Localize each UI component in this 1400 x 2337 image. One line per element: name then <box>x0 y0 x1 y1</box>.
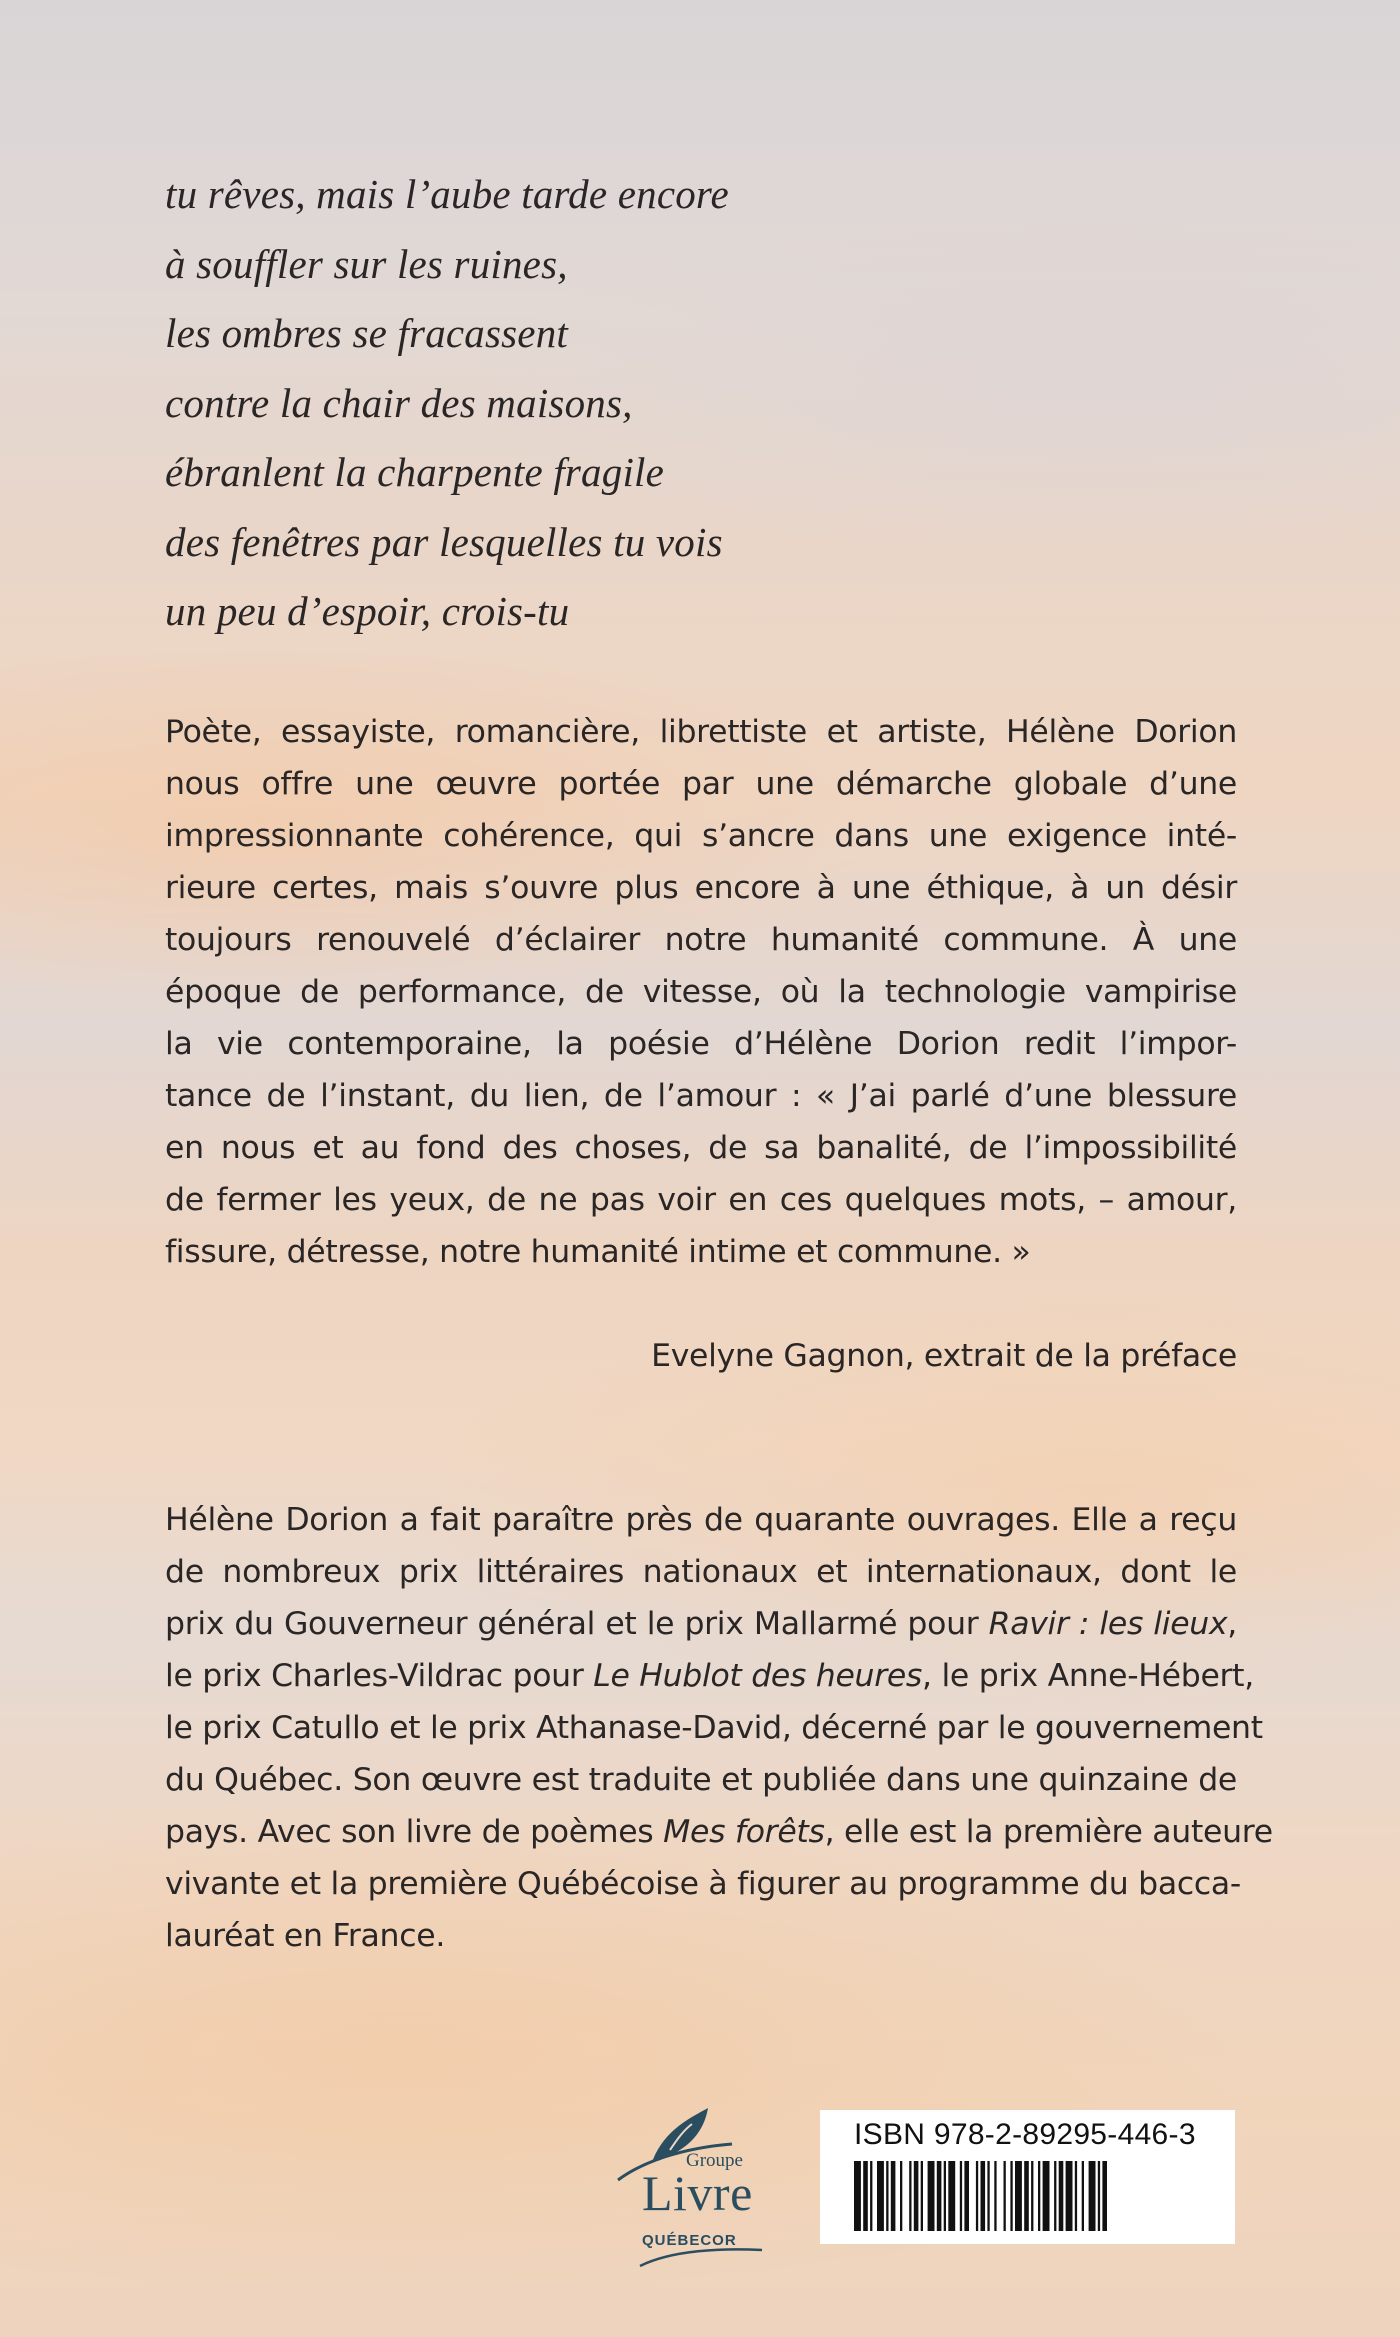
barcode-bar <box>1089 2161 1096 2231</box>
barcode-bar <box>877 2161 884 2231</box>
barcode-bar <box>937 2161 942 2231</box>
bio-line: de nombreux prix littéraires nationaux et internationaux, dont le <box>165 1554 1237 1590</box>
logo-quebecor-text: QUÉBECOR <box>642 2232 737 2249</box>
barcode-bar <box>891 2161 896 2231</box>
barcode-icon <box>854 2161 1204 2231</box>
book-title: Mes forêts <box>663 1814 825 1850</box>
bio-line <box>165 1806 1273 1858</box>
poem-line: ébranlent la charpente fragile <box>165 449 665 495</box>
bio-text: , le prix Anne-Hébert, <box>922 1658 1254 1694</box>
preface-line: impressionnante cohérence, qui s’ancre dans une exigence inté- <box>165 818 1237 854</box>
barcode-bar <box>914 2161 919 2231</box>
barcode-bar <box>870 2161 872 2231</box>
bio-line: le prix Catullo et le prix Athanase-David, décerné par le gouvernement <box>165 1710 1263 1746</box>
logo-livre-text: Livre <box>642 2165 753 2221</box>
poem-line: tu rêves, mais l’aube tarde encore <box>165 171 729 217</box>
poem-line: à souffler sur les ruines, <box>165 240 568 287</box>
barcode-bar <box>964 2161 969 2231</box>
preface-line: tance de l’instant, du lien, de l’amour : « J’ai parlé d’une blessure <box>165 1078 1237 1114</box>
bio-line: du Québec. Son œuvre est traduite et publiée dans une quinzaine de <box>165 1762 1237 1798</box>
barcode-bar <box>886 2161 888 2231</box>
barcode-bar <box>900 2161 902 2231</box>
barcode-bar <box>1004 2161 1006 2231</box>
bio-text: le prix Charles-Vildrac pour <box>165 1658 594 1694</box>
barcode-bar <box>1038 2161 1040 2231</box>
publisher-logo <box>612 2100 782 2275</box>
bio-line: vivante et la première Québécoise à figurer au programme du bacca- <box>165 1866 1241 1902</box>
barcode-bar <box>948 2161 955 2231</box>
bio-line <box>165 1650 1254 1702</box>
poem-line: les ombres se fracassent <box>165 310 568 356</box>
poem-line: contre la chair des maisons, <box>165 379 633 426</box>
barcode-bar <box>1082 2161 1084 2231</box>
preface-attribution: Evelyne Gagnon, extrait de la préface <box>651 1338 1237 1374</box>
barcode-bar <box>1098 2161 1100 2231</box>
logo-groupe-text: Groupe <box>686 2150 743 2171</box>
bio-line: lauréat en France. <box>165 1918 446 1954</box>
barcode-bar <box>854 2161 861 2231</box>
barcode-bar <box>921 2161 923 2231</box>
barcode-bar <box>1102 2161 1107 2231</box>
barcode-bar <box>1043 2161 1050 2231</box>
preface-line: fissure, détresse, notre humanité intime et commune. » <box>165 1234 1031 1270</box>
barcode-bar <box>1054 2161 1056 2231</box>
isbn-barcode-box <box>820 2110 1235 2244</box>
isbn-number: ISBN 978-2-89295-446-3 <box>854 2118 1196 2151</box>
bio-text: pays. Avec son livre de poèmes <box>165 1814 664 1850</box>
preface-excerpt <box>165 706 1237 1278</box>
barcode-bar <box>863 2161 868 2231</box>
bio-line: Hélène Dorion a fait paraître près de quarante ouvrages. Elle a reçu <box>165 1502 1237 1538</box>
preface-line: en nous et au fond des choses, de sa banalité, de l’impossibilité <box>165 1130 1237 1166</box>
barcode-bar <box>944 2161 946 2231</box>
preface-line: Poète, essayiste, romancière, librettiste et artiste, Hélène Dorion <box>165 714 1237 750</box>
barcode-bar <box>960 2161 962 2231</box>
preface-line: rieure certes, mais s’ouvre plus encore à une éthique, à un désir <box>165 870 1237 906</box>
barcode-bar <box>1010 2161 1012 2231</box>
barcode-bar <box>976 2161 978 2231</box>
barcode-bar <box>909 2161 911 2231</box>
bio-line <box>165 1598 1237 1650</box>
bio-text: , <box>1227 1606 1238 1642</box>
barcode-bar <box>994 2161 996 2231</box>
book-title: Le Hublot des heures <box>593 1658 923 1694</box>
barcode-bar <box>1031 2161 1033 2231</box>
poem-line: un peu d’espoir, crois-tu <box>165 588 570 634</box>
preface-line: la vie contemporaine, la poésie d’Hélène Dorion redit l’impor- <box>165 1026 1237 1062</box>
poem-line: des fenêtres par lesquelles tu vois <box>165 518 723 565</box>
barcode-bar <box>1015 2161 1022 2231</box>
barcode-bar <box>1066 2161 1073 2231</box>
book-title: Ravir : les lieux <box>988 1606 1228 1642</box>
barcode-bar <box>987 2161 989 2231</box>
preface-line: de fermer les yeux, de ne pas voir en ces quelques mots, – amour, <box>165 1182 1237 1218</box>
poem-excerpt <box>165 160 1065 647</box>
barcode-bar <box>1075 2161 1077 2231</box>
barcode-bar <box>928 2161 935 2231</box>
bio-text: prix du Gouverneur général et le prix Mallarmé pour <box>165 1606 989 1642</box>
barcode-bar <box>1024 2161 1029 2231</box>
preface-line: toujours renouvelé d’éclairer notre humanité commune. À une <box>165 922 1237 958</box>
barcode-bar <box>1059 2161 1064 2231</box>
barcode-bar <box>981 2161 986 2231</box>
preface-line: époque de performance, de vitesse, où la technologie vampirise <box>165 974 1237 1010</box>
preface-line: nous offre une œuvre portée par une démarche globale d’une <box>165 766 1237 802</box>
bio-text: , elle est la première auteure <box>824 1814 1273 1850</box>
author-biography <box>165 1494 1273 1962</box>
